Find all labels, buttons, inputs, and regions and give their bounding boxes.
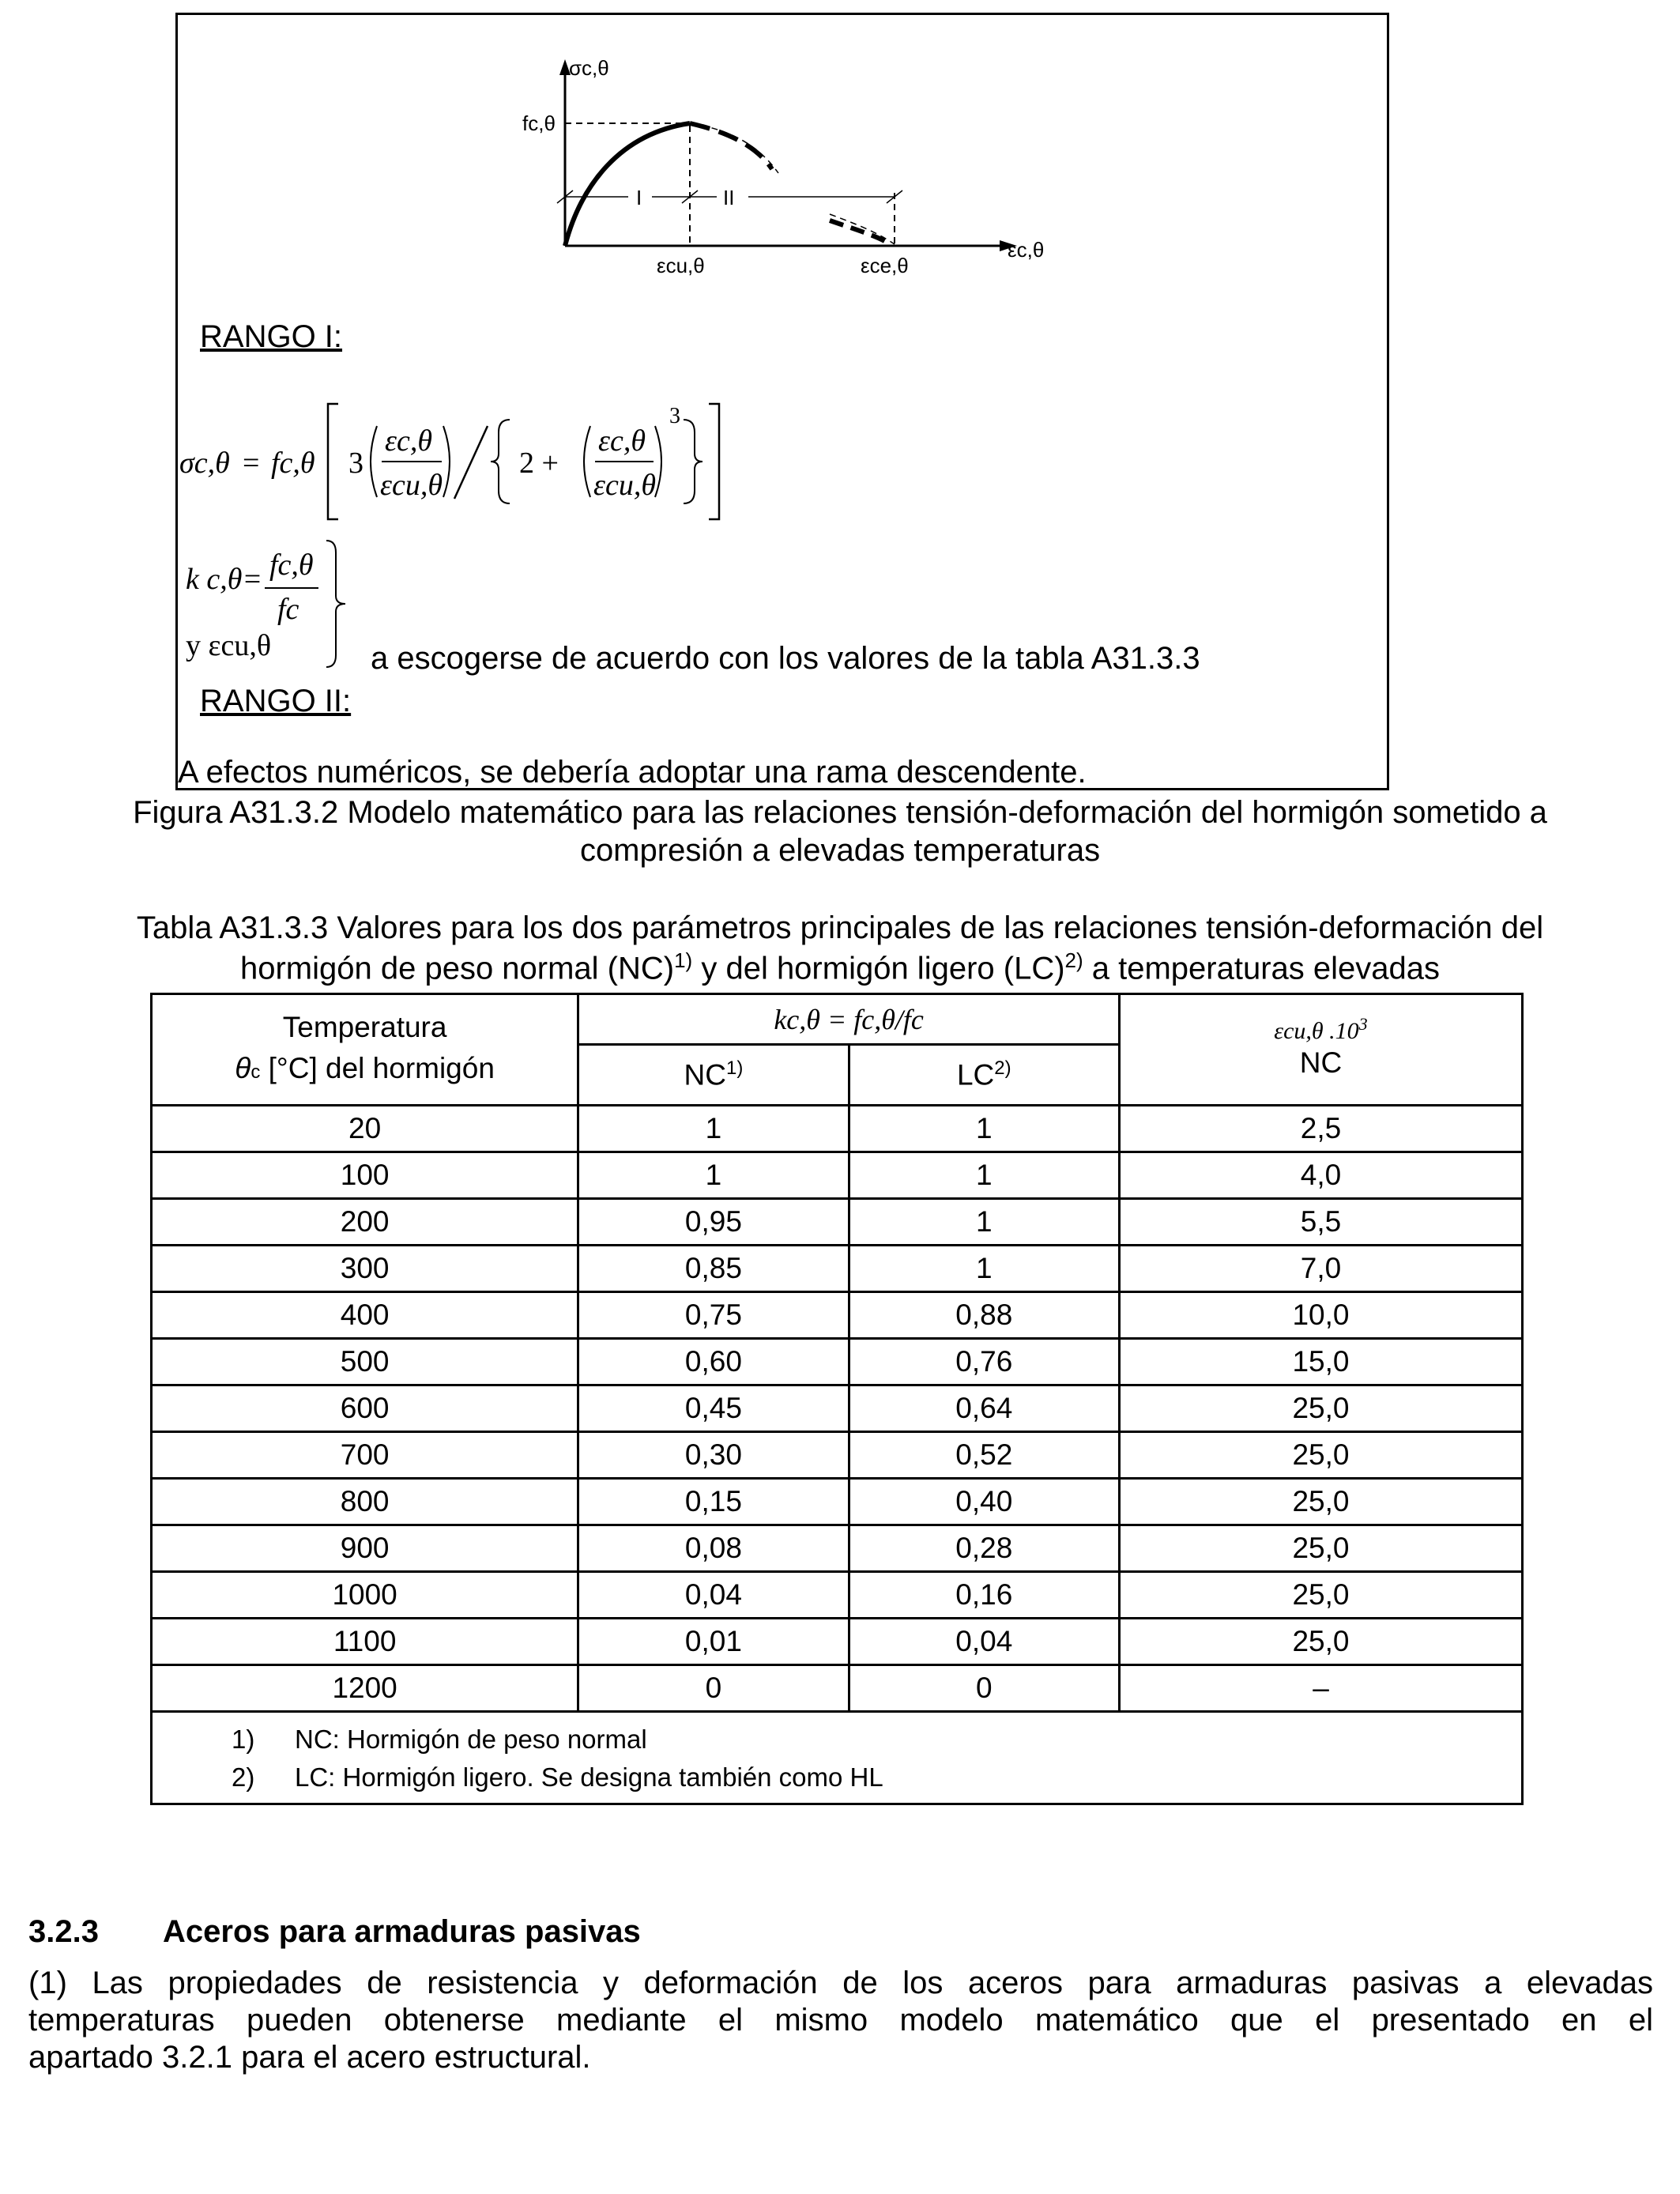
header-eps: εcu,θ $.10^3$ [1119, 994, 1522, 1045]
eq-three: 3 [348, 447, 363, 480]
rango-2-label: RANGO II: [200, 684, 352, 718]
section-title: Aceros para armaduras pasivas [163, 1914, 641, 1949]
header-lc: LC$^{2)}$ [849, 1045, 1119, 1106]
y-eps-label: y εcu,θ [186, 629, 272, 662]
eq-equals: = [243, 447, 260, 480]
header-nc: NC$^{1)}$ [578, 1045, 849, 1106]
range-2-thin-curve [690, 123, 778, 173]
figure-box [175, 13, 1389, 790]
table-row: 20 1 1 2,5 [152, 1106, 1523, 1152]
table-caption-line2: hormigón de peso normal (NC)$^{1)}$ y del hormigón ligero (LC)$^{2)}$ a temperaturas elevadas [239, 948, 1441, 986]
eq-numerator-2: εc,θ [598, 424, 646, 458]
outer-right-bracket [709, 404, 719, 519]
eq-numerator-1: εc,θ [385, 424, 433, 458]
paragraph-line2: temperaturas pueden obtenerse mediante el mismo modelo matemático que el presentado en el [28, 2003, 1653, 2038]
strain-end-label: εce,θ [861, 254, 909, 277]
paragraph-line1: (1) Las propiedades de resistencia y deformación de los aceros para armaduras pasivas a elevadas [28, 1966, 1653, 2000]
table-caption-line1: Tabla A31.3.3 Valores para los dos parámetros principales de las relaciones tensión-deformación del [136, 910, 1544, 945]
numeric-note: A efectos numéricos, se debería adoptar una rama descendente. [178, 755, 1087, 790]
table-row: 300 0,85 1 7,0 [152, 1246, 1523, 1292]
k-symbol: k c,θ= [186, 563, 263, 596]
section-number: 3.2.3 [28, 1914, 99, 1949]
table-footnotes [152, 1712, 1523, 1804]
brace-left [491, 420, 510, 503]
division-slash [454, 426, 488, 499]
eq-coef-f: fc,θ [271, 447, 315, 480]
rango-1-label: RANGO I: [200, 319, 343, 354]
paren-right-2 [655, 426, 661, 497]
brace-right [684, 420, 703, 503]
x-axis-label: εc,θ [1008, 238, 1045, 262]
k-numerator: fc,θ [269, 548, 314, 582]
range-1-label: I [636, 186, 642, 209]
range-2-label: II [723, 186, 735, 209]
paren-left-1 [371, 426, 377, 497]
range-1-curve [565, 123, 690, 246]
table-row: 200 0,95 1 5,5 [152, 1199, 1523, 1246]
eq-exponent: 3 [669, 404, 680, 428]
table-row: 1100 0,01 0,04 25,0 [152, 1619, 1523, 1665]
header-k-ratio: kc,θ = fc,θ/fc [578, 994, 1120, 1045]
outer-left-bracket [328, 404, 338, 519]
table-row: 800 0,15 0,40 25,0 [152, 1479, 1523, 1525]
y-axis-label: σc,θ [569, 56, 609, 80]
footnote-2: 2) LC: Hormigón ligero. Se designa también como HL [232, 1762, 883, 1792]
table-row: 900 0,08 0,28 25,0 [152, 1525, 1523, 1572]
header-temperature: Temperatura θc [°C] del hormigón [152, 994, 578, 1106]
choose-values-text: a escogerse de acuerdo con los valores de la tabla A31.3.3 [371, 641, 1200, 676]
figure-caption-line2: compresión a elevadas temperaturas [579, 833, 1101, 868]
figure-caption-line1: Figura A31.3.2 Modelo matemático para las relaciones tensión-deformación del hormigón sometido a [133, 795, 1547, 830]
table-row: 1000 0,04 0,16 25,0 [152, 1572, 1523, 1619]
paren-left-2 [584, 426, 590, 497]
tail-bold-curve [830, 221, 887, 243]
table-row: 400 0,75 0,88 10,0 [152, 1292, 1523, 1339]
eq-two-plus: 2 + [519, 447, 559, 480]
peak-stress-label: fc,θ [522, 111, 556, 135]
strain-peak-label: εcu,θ [657, 254, 705, 277]
table-row: 700 0,30 0,52 25,0 [152, 1432, 1523, 1479]
k-denominator: fc [277, 593, 299, 626]
header-eps-nc: NC [1119, 1045, 1522, 1106]
footnote-1: 1) NC: Hormigón de peso normal [232, 1725, 647, 1754]
eq-denominator-2: εcu,θ [593, 469, 657, 502]
table-row: 1200 0 0 – [152, 1665, 1523, 1712]
range-2-bold-curve [690, 123, 772, 169]
table-row: 100 1 1 4,0 [152, 1152, 1523, 1199]
table-row: 600 0,45 0,64 25,0 [152, 1385, 1523, 1432]
paragraph-line3: apartado 3.2.1 para el acero estructural. [28, 2040, 591, 2075]
eq-denominator-1: εcu,θ [380, 469, 443, 502]
table-row: 500 0,60 0,76 15,0 [152, 1339, 1523, 1385]
k-right-brace [326, 541, 345, 667]
eq-lhs: σc,θ [179, 447, 230, 480]
paren-right-1 [443, 426, 450, 497]
parameter-table [150, 993, 1524, 1805]
